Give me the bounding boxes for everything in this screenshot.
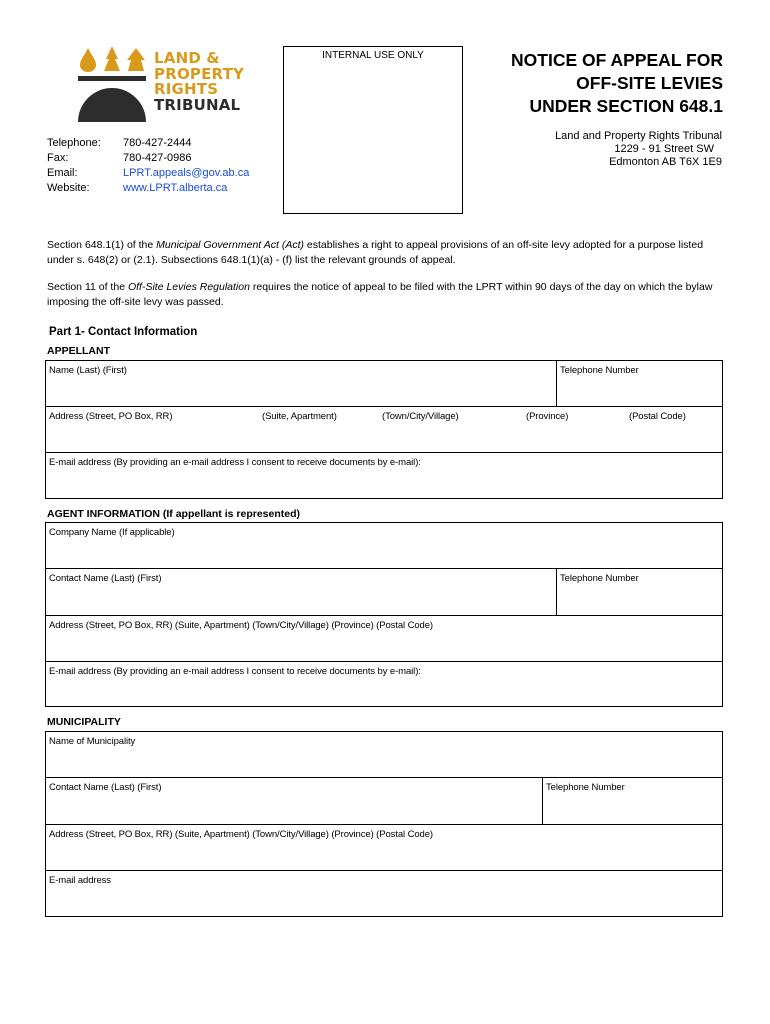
agent-address-field[interactable] [46, 616, 722, 661]
appellant-address-label: Address (Street, PO Box, RR) [49, 411, 173, 422]
appellant-postal-label: (Postal Code) [629, 411, 686, 422]
agent-company-field[interactable] [46, 523, 722, 568]
logo-line-1: LAND & [154, 49, 220, 67]
appellant-suite-label: (Suite, Apartment) [262, 411, 337, 422]
logo-line-2: PROPERTY [154, 64, 245, 83]
appellant-email-field[interactable] [46, 453, 722, 499]
municipality-address-row [46, 825, 722, 871]
municipality-name-row [46, 732, 722, 778]
agent-form [45, 522, 723, 707]
appellant-form [45, 360, 723, 499]
website-label: Website: [47, 182, 90, 194]
telephone-value: 780-427-2444 [123, 137, 192, 149]
title-line-2: OFF-SITE LEVIES [576, 73, 723, 93]
municipality-heading: MUNICIPALITY [47, 716, 121, 728]
appellant-heading: APPELLANT [47, 345, 110, 357]
email-link[interactable]: LPRT.appeals@gov.ab.ca [123, 167, 250, 179]
telephone-label: Telephone: [47, 137, 101, 149]
tribunal-address [480, 130, 722, 169]
contact-block [47, 136, 267, 196]
fax-label: Fax: [47, 152, 69, 164]
municipality-contact-label: Contact Name (Last) (First) [49, 782, 162, 793]
agent-contact-field[interactable] [46, 569, 556, 615]
municipality-telephone-field[interactable] [542, 778, 722, 824]
agent-email-field[interactable] [46, 662, 722, 707]
appellant-telephone-field[interactable] [556, 361, 722, 406]
agent-telephone-label: Telephone Number [560, 573, 639, 584]
address-line-1: Land and Property Rights Tribunal [555, 130, 722, 142]
appellant-address-row [46, 407, 722, 453]
internal-use-label: INTERNAL USE ONLY [322, 50, 424, 61]
title-line-3: UNDER SECTION 648.1 [529, 96, 723, 116]
address-line-2: 1229 - 91 Street SW [614, 143, 714, 155]
appellant-telephone-label: Telephone Number [560, 365, 639, 376]
municipality-contact-row [46, 778, 722, 825]
form-title [470, 49, 723, 118]
email-label: Email: [47, 167, 78, 179]
appellant-town-label: (Town/City/Village) [382, 411, 459, 422]
logo-line-3: RIGHTS [154, 80, 219, 98]
website-link[interactable]: www.LPRT.alberta.ca [123, 182, 228, 194]
appellant-email-label: E-mail address (By providing an e-mail address I consent to receive documents by e-mail): [49, 457, 421, 468]
logo-line-4: TRIBUNAL [154, 95, 241, 114]
agent-email-row [46, 662, 722, 707]
lprt-logo-icon [76, 44, 148, 122]
title-line-1: NOTICE OF APPEAL FOR [511, 50, 723, 70]
municipality-name-field[interactable] [46, 732, 722, 777]
appellant-province-label: (Province) [526, 411, 569, 422]
agent-heading: AGENT INFORMATION (If appellant is represented) [47, 508, 300, 520]
municipality-form [45, 731, 723, 917]
municipality-email-field[interactable] [46, 871, 722, 917]
agent-telephone-field[interactable] [556, 569, 722, 615]
agent-contact-row [46, 569, 722, 616]
municipality-address-label: Address (Street, PO Box, RR) (Suite, Apartment) (Town/City/Village) (Province) (Postal Code) [49, 829, 433, 840]
municipality-contact-field[interactable] [46, 778, 542, 824]
agent-address-row [46, 616, 722, 662]
municipality-email-row [46, 871, 722, 917]
agent-company-row [46, 523, 722, 569]
fax-value: 780-427-0986 [123, 152, 192, 164]
municipality-telephone-label: Telephone Number [546, 782, 625, 793]
appellant-name-row [46, 361, 722, 407]
municipality-name-label: Name of Municipality [49, 736, 136, 747]
municipality-email-label: E-mail address [49, 875, 111, 886]
intro-paragraph-1: Section 648.1(1) of the Municipal Government Act (Act) establishes a right to appeal provisions of an off-site levy adopted for a purpose listed under s. 648(2) or (2.1). Subsections 648.1(1)(a) - (f) list the relevant grounds of appeal. [47, 239, 704, 266]
lprt-logo [76, 44, 256, 124]
municipality-address-field[interactable] [46, 825, 722, 870]
agent-address-label: Address (Street, PO Box, RR) (Suite, Apartment) (Town/City/Village) (Province) (Postal Code) [49, 620, 433, 631]
appellant-name-label: Name (Last) (First) [49, 365, 127, 376]
agent-company-label: Company Name (If applicable) [49, 527, 175, 538]
appellant-address-field[interactable] [46, 407, 722, 452]
appellant-name-field[interactable] [46, 361, 556, 406]
internal-use-box [283, 46, 463, 214]
agent-email-label: E-mail address (By providing an e-mail address I consent to receive documents by e-mail): [49, 666, 421, 677]
address-line-3: Edmonton AB T6X 1E9 [609, 156, 722, 168]
intro-paragraph-2: Section 11 of the Off-Site Levies Regulation requires the notice of appeal to be filed with the LPRT within 90 days of the day on which the bylaw imposing the off-site levy was passed. [47, 281, 713, 308]
appellant-email-row [46, 453, 722, 499]
part1-heading: Part 1- Contact Information [49, 326, 198, 338]
agent-contact-label: Contact Name (Last) (First) [49, 573, 162, 584]
